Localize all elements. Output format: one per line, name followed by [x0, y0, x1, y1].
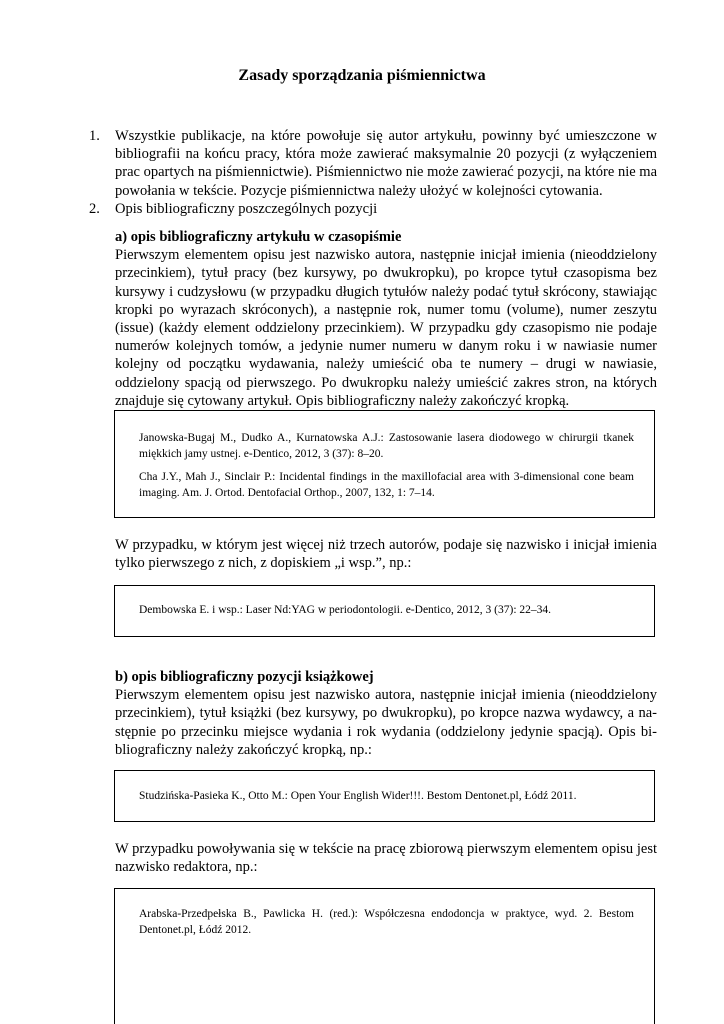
list-item-text: Opis bibliograficzny poszczególnych pozycji	[115, 200, 378, 217]
reference-example: Janowska-Bugaj M., Dudko A., Kurnatowska A.J.: Zastosowanie lasera diodowego w chirurgii tkanek miękkich jamy ustnej. e-Dentico, 2012, 3 (37): 8–20.	[139, 432, 634, 460]
section-a-heading: a) opis bibliograficzny artykułu w czasopiśmie	[115, 229, 402, 245]
page-title: Zasady sporządzania piśmiennictwa	[238, 67, 486, 84]
section-a-text: Pierwszym elementem opisu jest nazwisko autora, następnie inicjał imienia (nieoddzielony przecinkiem), tytuł pracy (bez kursywy, po dwukropku), po kropce tytuł czasopisma bez kursywy i cudzysłowu (w przypadku długich tytułów należy podać tytuł skrócony, stawiając kropki po wyrazach skróconych), a następnie rok, numer tomu (volume), numer zeszytu (issue) (każdy element oddzielony przecinkiem). W przypadku gdy czasopismo nie podaje numerów kolejnych tomów, a jedynie numer numeru w danym roku i w nawiasie numer kolejny od początku wydawania, należy umieścić oba te numery – drugi w nawiasie, oddzielony spacją od pierwszego. Po dwukropku należy umieścić zakres stron, na których znajduje się cytowany artykuł. Opis bibliograficzny należy zakończyć kropką.	[115, 247, 657, 409]
list-item-text: Wszystkie publikacje, na które powołuje się autor artykułu, powinny być umieszczone w bibliografii na końcu pracy, która może zawierać maksymalnie 20 pozycji (z wyłączeniem prac opartych na piśmiennictwie). Piśmiennictwo nie może zawierać pozycji, na które nie ma powołania w tekście. Pozycje piśmiennictwa należy ułożyć w kolejności cytowania.	[115, 128, 657, 199]
reference-example: Studzińska-Pasieka K., Otto M.: Open Your English Wider!!!. Bestom Dentonet.pl, Łódź 2011.	[139, 790, 577, 802]
section-b	[115, 668, 657, 759]
example-box-book	[114, 770, 655, 822]
section-b-text: Pierwszym elementem opisu jest nazwisko autora, następnie inicjał imienia (nieoddzielony przecinkiem), tytuł książki (bez kursywy, po dwukropku), po kropce nazwa wydawcy, a na-stępnie po przecinku miejsce wydania i rok wydania (oddzielony jedynie spacją). Opis bi-bliograficzny należy zakończyć kropką, np.:	[115, 687, 657, 758]
example-box-multiple-authors	[114, 585, 655, 637]
numbered-list	[89, 127, 657, 218]
section-b-heading: b) opis bibliograficzny pozycji książkowej	[115, 669, 374, 685]
example-box-articles	[114, 410, 655, 518]
reference-example: Arabska-Przedpełska B., Pawlicka H. (red.): Współczesna endodoncja w praktyce, wyd. 2. Bestom Dentonet.pl, Łódź 2012.	[139, 908, 634, 936]
reference-example: Dembowska E. i wsp.: Laser Nd:YAG w periodontologii. e-Dentico, 2012, 3 (37): 22–34.	[139, 604, 552, 616]
list-number: 2.	[89, 200, 100, 217]
reference-example: Cha J.Y., Mah J., Sinclair P.: Incidental findings in the maxillofacial area with 3-dimensional cone beam imaging. Am. J. Ortod. Dentofacial Orthop., 2007, 132, 1: 7–14.	[139, 471, 634, 499]
section-b-note: W przypadku powoływania się w tekście na pracę zbiorową pierwszym elementem opisu jest nazwisko redaktora, np.:	[115, 841, 657, 876]
list-item-1	[89, 127, 657, 200]
section-a-note: W przypadku, w którym jest więcej niż trzech autorów, podaje się nazwisko i inicjał imienia tylko pierwszego z nich, z dopiskiem „i wsp.”, np.:	[115, 537, 657, 572]
list-item-2	[89, 200, 657, 218]
list-number: 1.	[89, 128, 100, 144]
section-a	[115, 228, 657, 410]
example-box-edited-work	[114, 888, 655, 1024]
